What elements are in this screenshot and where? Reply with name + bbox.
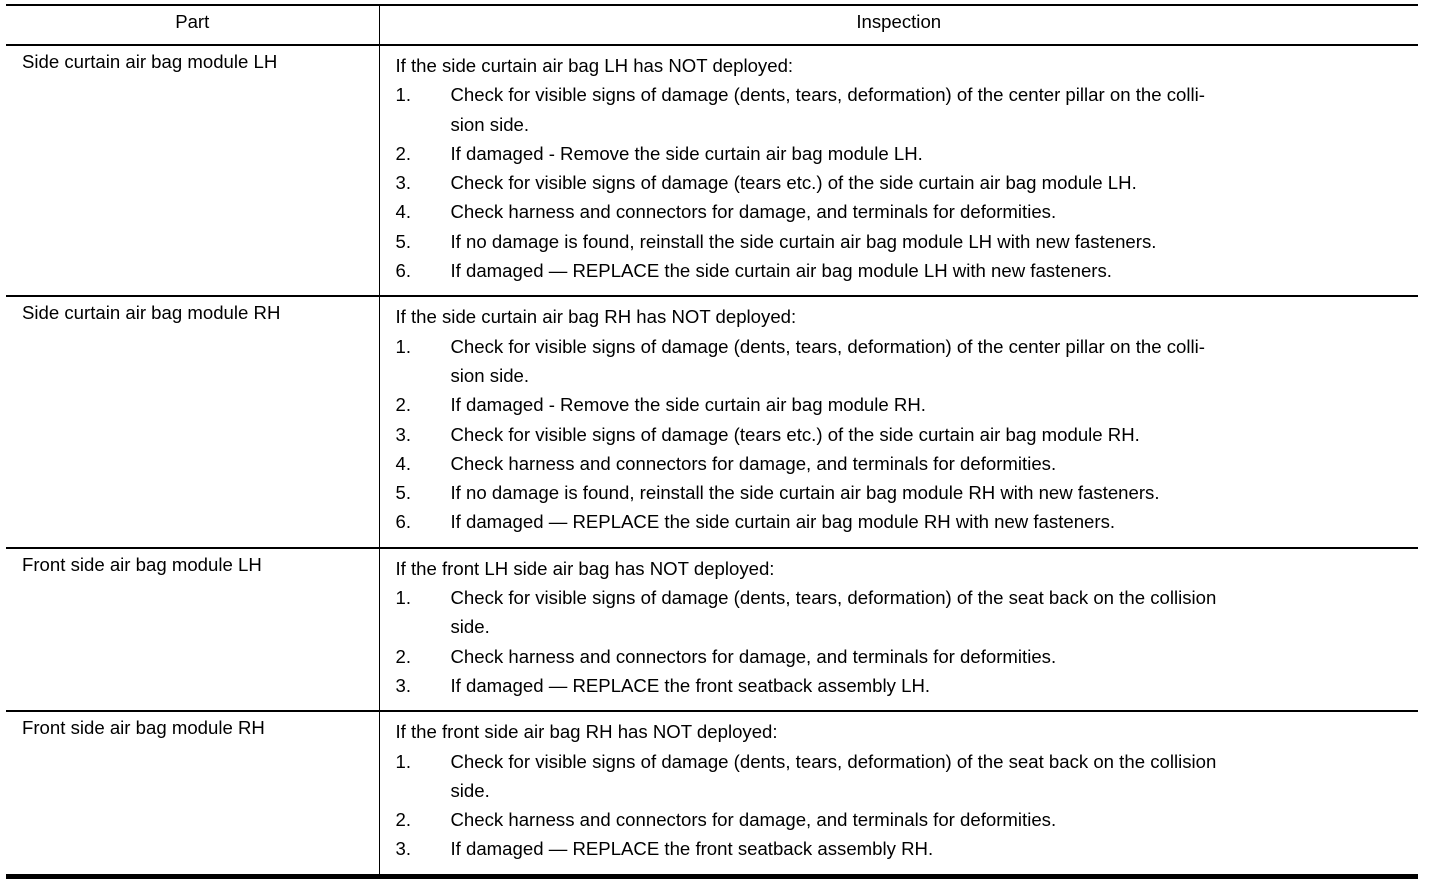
step-item <box>396 747 1409 806</box>
part-name: Front side air bag module RH <box>6 711 379 876</box>
step-number: 4. <box>395 452 412 474</box>
step-item <box>396 507 1409 536</box>
step-number: 5. <box>395 482 412 504</box>
step-item <box>396 805 1409 834</box>
step-text: Check for visible signs of damage (dents, tears, deformation) of the seat back on the collision side. <box>450 587 1217 638</box>
deploy-condition: If the front side air bag RH has NOT deployed: <box>395 721 778 743</box>
step-number: 5. <box>395 230 412 252</box>
part-name: Side curtain air bag module RH <box>6 296 379 547</box>
step-item <box>396 478 1409 507</box>
step-number: 1. <box>395 335 412 357</box>
step-text: Check for visible signs of damage (tears etc.) of the side curtain air bag module LH. <box>450 172 1137 194</box>
step-text: If damaged — REPLACE the front seatback assembly LH. <box>450 674 931 696</box>
step-item <box>396 197 1409 226</box>
step-text: If no damage is found, reinstall the side curtain air bag module LH with new fasteners. <box>450 230 1157 252</box>
step-text: Check harness and connectors for damage, and terminals for deformities. <box>450 809 1057 831</box>
table-body <box>6 45 1418 876</box>
inspection-cell <box>379 296 1418 547</box>
step-item <box>396 583 1409 642</box>
step-item <box>396 168 1409 197</box>
step-item <box>396 256 1409 285</box>
step-text: Check for visible signs of damage (tears etc.) of the side curtain air bag module RH. <box>450 423 1140 445</box>
inspection-cell <box>379 711 1418 876</box>
step-text: Check for visible signs of damage (dents, tears, deformation) of the center pillar on the colli- sion side. <box>450 335 1205 386</box>
step-number: 3. <box>395 423 412 445</box>
step-text: If damaged — REPLACE the side curtain air bag module LH with new fasteners. <box>450 260 1112 282</box>
step-number: 2. <box>395 394 412 416</box>
step-item <box>396 390 1409 419</box>
table-row <box>6 296 1418 547</box>
step-item <box>396 420 1409 449</box>
step-item <box>396 227 1409 256</box>
inspection-cell <box>379 548 1418 711</box>
step-number: 2. <box>395 809 412 831</box>
part-name: Side curtain air bag module LH <box>6 45 379 296</box>
inspection-table <box>6 4 1418 879</box>
inspection-document <box>6 4 1418 879</box>
step-number: 6. <box>395 511 412 533</box>
deploy-condition: If the side curtain air bag LH has NOT deployed: <box>395 55 794 76</box>
step-item <box>396 332 1409 391</box>
step-number: 4. <box>395 201 412 223</box>
step-text: If damaged - Remove the side curtain air bag module RH. <box>450 394 926 416</box>
step-number: 1. <box>395 587 412 609</box>
step-text: Check harness and connectors for damage, and terminals for deformities. <box>450 452 1057 474</box>
step-item <box>396 671 1409 700</box>
step-number: 1. <box>395 750 412 772</box>
step-number: 3. <box>395 838 412 860</box>
step-text: Check for visible signs of damage (dents, tears, deformation) of the center pillar on the colli- sion side. <box>450 84 1205 135</box>
step-text: Check for visible signs of damage (dents, tears, deformation) of the seat back on the collision side. <box>450 750 1217 801</box>
step-number: 1. <box>395 84 412 106</box>
step-text: Check harness and connectors for damage, and terminals for deformities. <box>450 645 1057 667</box>
deploy-condition: If the front LH side air bag has NOT deployed: <box>395 557 775 579</box>
step-item <box>396 642 1409 671</box>
deploy-condition: If the side curtain air bag RH has NOT deployed: <box>395 306 797 328</box>
header-inspection: Inspection <box>379 5 1418 45</box>
step-text: If damaged — REPLACE the side curtain air bag module RH with new fasteners. <box>450 511 1116 533</box>
step-number: 3. <box>395 172 412 194</box>
step-item <box>396 449 1409 478</box>
table-row <box>6 45 1418 296</box>
part-name: Front side air bag module LH <box>6 548 379 711</box>
step-text: Check harness and connectors for damage, and terminals for deformities. <box>450 201 1057 223</box>
step-text: If no damage is found, reinstall the side curtain air bag module RH with new fasteners. <box>450 482 1160 504</box>
step-text: If damaged - Remove the side curtain air bag module LH. <box>450 142 923 164</box>
step-number: 2. <box>395 142 412 164</box>
step-item <box>396 80 1409 139</box>
table-row <box>6 711 1418 876</box>
table-row <box>6 548 1418 711</box>
header-part: Part <box>6 5 379 45</box>
step-number: 3. <box>395 674 412 696</box>
step-number: 6. <box>395 260 412 282</box>
step-number: 2. <box>395 645 412 667</box>
step-item <box>396 139 1409 168</box>
table-header-row <box>6 5 1418 45</box>
inspection-cell <box>379 45 1418 296</box>
step-item <box>396 834 1409 863</box>
step-text: If damaged — REPLACE the front seatback assembly RH. <box>450 838 934 860</box>
